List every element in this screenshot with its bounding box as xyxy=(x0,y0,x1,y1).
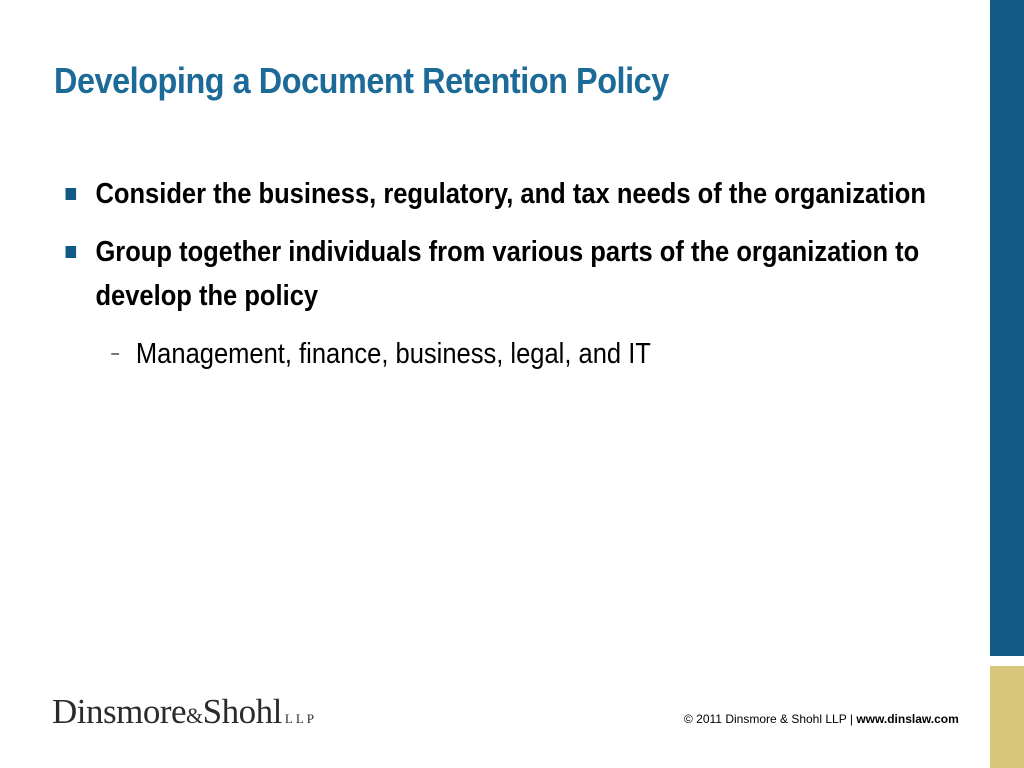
footer xyxy=(684,712,959,726)
logo-name-part2: Shohl xyxy=(202,692,282,731)
square-bullet-icon xyxy=(66,188,77,200)
logo-name-part1: Dinsmore xyxy=(52,692,187,731)
logo-suffix: LLP xyxy=(284,711,317,726)
side-gold-bar xyxy=(990,666,1024,768)
bullet-list xyxy=(62,172,926,376)
footer-separator: | xyxy=(849,712,853,726)
logo-ampersand: & xyxy=(186,703,203,728)
bullet-text: Consider the business, regulatory, and tax needs of the organization xyxy=(95,178,926,210)
footer-copyright: © 2011 Dinsmore & Shohl LLP xyxy=(684,712,847,726)
side-accent-bar xyxy=(990,0,1024,656)
company-logo xyxy=(52,692,317,732)
slide-title: Developing a Document Retention Policy xyxy=(54,60,669,101)
square-bullet-icon xyxy=(66,246,77,258)
sub-bullet-text: Management, finance, business, legal, and IT xyxy=(135,338,651,370)
bullet-text: Group together individuals from various parts of the organization to develop the policy xyxy=(95,236,920,312)
sub-bullet-item xyxy=(62,332,981,376)
dash-bullet-icon: – xyxy=(111,345,120,362)
bullet-item xyxy=(62,172,940,216)
footer-url[interactable]: www.dinslaw.com xyxy=(856,712,959,726)
bullet-item xyxy=(62,230,940,318)
